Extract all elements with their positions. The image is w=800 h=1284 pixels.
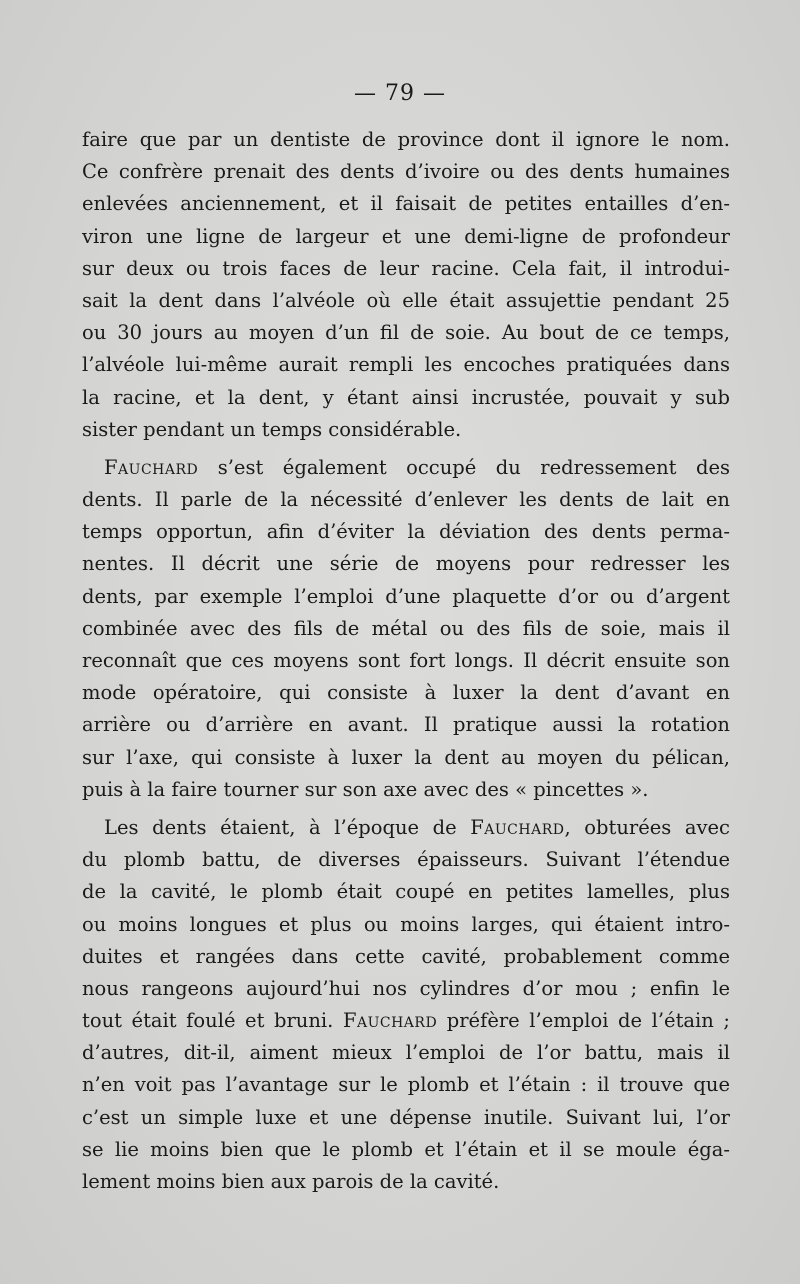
- text-line: sur l’axe, qui consiste à luxer la dent au moyen du pélican,: [82, 745, 730, 769]
- text-line: l’alvéole lui-même aurait rempli les encoches pratiquées dans: [82, 353, 730, 377]
- author-name: Fauchard: [470, 815, 565, 839]
- text-line: arrière ou d’arrière en avant. Il pratique aussi la rotation: [82, 713, 730, 737]
- text-fragment: , obturées avec: [564, 815, 730, 839]
- paragraph-1: [82, 124, 730, 446]
- text-line: viron une ligne de largeur et une demi-ligne de profondeur: [82, 224, 730, 248]
- text-line: du plomb battu, de diverses épaisseurs. Suivant l’étendue: [82, 848, 730, 872]
- text-line: enlevées anciennement, et il faisait de petites entailles d’en-: [82, 192, 730, 216]
- text-line: n’en voit pas l’avantage sur le plomb et l’étain : il trouve que: [82, 1073, 730, 1097]
- text-line: d’autres, dit-il, aiment mieux l’emploi de l’or battu, mais il: [82, 1041, 730, 1065]
- text-line: faire que par un dentiste de province dont il ignore le nom.: [82, 128, 730, 151]
- text-line: combinée avec des fils de métal ou des fils de soie, mais il: [82, 616, 730, 640]
- page-number: — 79 —: [354, 81, 446, 106]
- text-line: [82, 812, 730, 844]
- text-line: de la cavité, le plomb était coupé en petites lamelles, plus: [82, 880, 730, 904]
- text-fragment: préfère l’emploi de l’étain ;: [437, 1009, 730, 1033]
- text-line: dents. Il parle de la nécessité d’enlever les dents de lait en: [82, 488, 730, 512]
- text-line: [82, 1005, 730, 1037]
- text-line: lement moins bien aux parois de la cavité.: [82, 1170, 500, 1193]
- text-line: sait la dent dans l’alvéole où elle était assujettie pendant 25: [82, 288, 730, 312]
- text-line: ou 30 jours au moyen d’un fil de soie. Au bout de ce temps,: [82, 321, 730, 345]
- text-line: nentes. Il décrit une série de moyens pour redresser les: [82, 552, 730, 576]
- text-fragment: Les dents étaient, à l’époque de: [104, 815, 471, 839]
- text-line: mode opératoire, qui consiste à luxer la dent d’avant en: [82, 681, 730, 705]
- text-line: duites et rangées dans cette cavité, probablement comme: [82, 944, 730, 968]
- text-fragment: s’est également occupé du redressement des: [198, 455, 730, 479]
- text-line: temps opportun, afin d’éviter la déviation des dents perma-: [82, 520, 730, 544]
- text-line: ou moins longues et plus ou moins larges, qui étaient intro-: [82, 912, 730, 936]
- text-line: la racine, et la dent, y étant ainsi incrustée, pouvait y sub: [82, 385, 730, 409]
- text-line: se lie moins bien que le plomb et l’étain et il se moule éga-: [82, 1137, 730, 1161]
- text-line: reconnaît que ces moyens sont fort longs. Il décrit ensuite son: [82, 649, 730, 672]
- text-line: c’est un simple luxe et une dépense inutile. Suivant lui, l’or: [82, 1105, 730, 1129]
- author-name: Fauchard: [342, 1009, 438, 1033]
- body-text: [82, 124, 730, 1198]
- text-fragment: tout était foulé et bruni.: [82, 1009, 343, 1033]
- author-name: Fauchard: [104, 455, 199, 479]
- text-line: sur deux ou trois faces de leur racine. Cela fait, il introdui-: [82, 256, 730, 280]
- paragraph-2: [82, 452, 730, 806]
- text-line: nous rangeons aujourd’hui nos cylindres d’or mou ; enfin le: [82, 976, 730, 1000]
- text-line: [82, 452, 730, 484]
- text-line: Ce confrère prenait des dents d’ivoire ou des dents humaines: [82, 160, 730, 184]
- text-line: sister pendant un temps considérable.: [82, 417, 462, 441]
- text-line: dents, par exemple l’emploi d’une plaquette d’or ou d’argent: [82, 584, 730, 608]
- paragraph-3: [82, 812, 730, 1198]
- text-line: puis à la faire tourner sur son axe avec des « pincettes ».: [82, 777, 649, 801]
